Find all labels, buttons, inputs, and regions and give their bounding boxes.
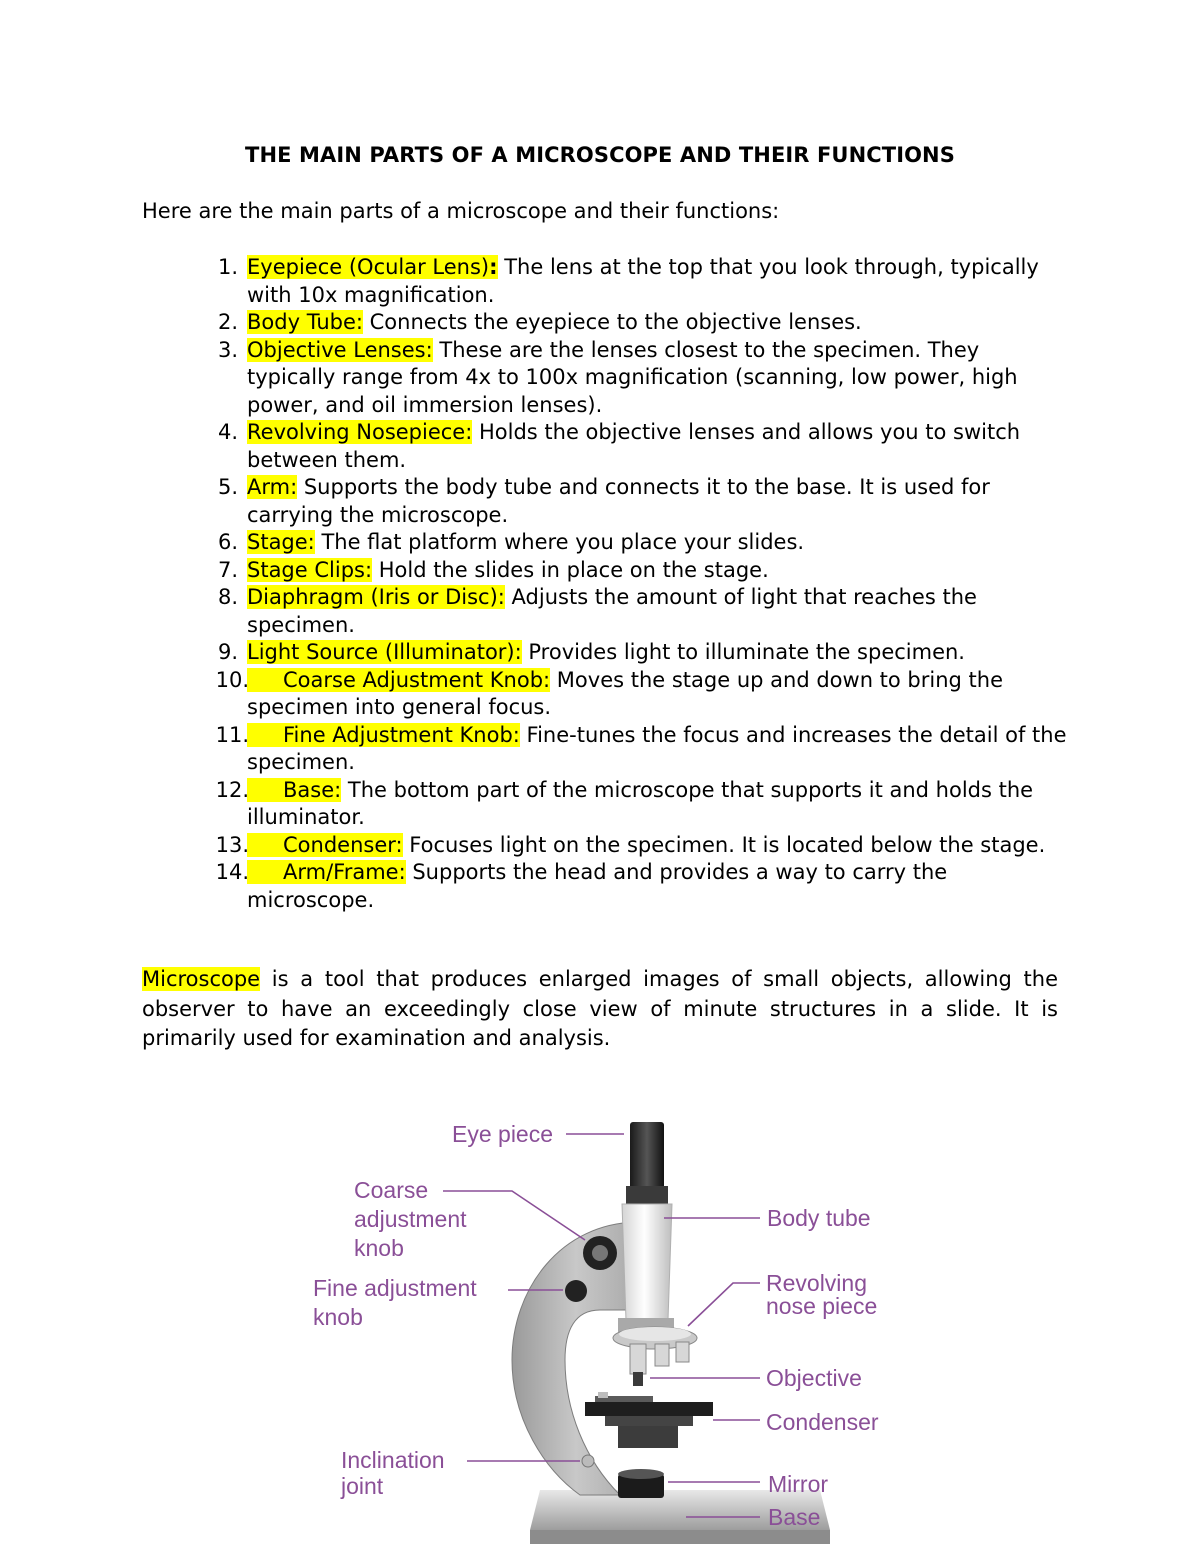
part-term: Arm/Frame: [247, 860, 406, 884]
part-description: Adjusts the amount of light that reaches the specimen. [247, 585, 977, 637]
part-term: Eyepiece (Ocular Lens): [247, 255, 498, 279]
inclination-joint-icon [582, 1455, 594, 1467]
label-fine-1: Fine adjustment [313, 1275, 477, 1301]
part-description: Supports the head and provides a way to carry the microscope. [247, 860, 948, 912]
list-item: 6. Stage: The flat platform where you place your slides. [217, 530, 805, 554]
list-item: 1. Eyepiece (Ocular Lens): The lens at the top that you look through, typically with 10x magnification. [217, 255, 1039, 307]
list-item: 12. Base: The bottom part of the microscope that supports it and holds the illuminator. [215, 777, 1034, 829]
coarse-adjustment-knob-icon [583, 1236, 617, 1270]
part-term: Arm: [247, 475, 298, 499]
list-item: 9. Light Source (Illuminator): Provides light to illuminate the specimen. [217, 640, 965, 664]
list-item: 8. Diaphragm (Iris or Disc): Adjusts the amount of light that reaches the specimen. [217, 585, 977, 637]
label-objective: Objective [766, 1365, 862, 1391]
page-title: THE MAIN PARTS OF A MICROSCOPE AND THEIR FUNCTIONS [245, 143, 955, 167]
list-item: 7. Stage Clips: Hold the slides in place on the stage. [217, 557, 769, 582]
part-description: Focuses light on the specimen. It is located below the stage. [402, 832, 1046, 857]
microscope-arm [512, 1222, 640, 1495]
part-description: The flat platform where you place your slides. [314, 530, 805, 554]
fine-adjustment-knob-icon [565, 1280, 587, 1302]
part-description: Holds the objective lenses and allows you to switch between them. [247, 420, 1021, 472]
definition-text: is a tool that produces enlarged images of small objects, allowing the observer to have an exceedingly close view of minute structures in a slide. It is primarily used for examination and analysis. [142, 967, 1058, 1050]
label-fine-2: knob [313, 1304, 363, 1330]
intro-text: Here are the main parts of a microscope and their functions: [142, 199, 780, 223]
mirror-icon [618, 1469, 664, 1498]
part-description: The bottom part of the microscope that supports it and holds the illuminator. [247, 777, 1034, 829]
part-description: Connects the eyepiece to the objective lenses. [362, 310, 862, 334]
label-mirror: Mirror [768, 1471, 829, 1497]
label-base: Base [768, 1504, 821, 1530]
part-term: Objective Lenses: [247, 337, 433, 362]
label-body-tube: Body tube [767, 1205, 871, 1231]
label-condenser: Condenser [766, 1409, 879, 1435]
label-coarse-1: Coarse [354, 1177, 429, 1203]
list-item: 2. Body Tube: Connects the eyepiece to the objective lenses. [217, 310, 862, 334]
list-item: 11. Fine Adjustment Knob: Fine-tunes the focus and increases the detail of the specimen. [215, 722, 1067, 774]
list-item: 10. Coarse Adjustment Knob: Moves the stage up and down to bring the specimen into general focus. [215, 667, 1004, 719]
label-revolving-2: nose piece [766, 1293, 878, 1319]
part-term: Revolving Nosepiece: [247, 420, 473, 444]
part-description: Fine-tunes the focus and increases the detail of the specimen. [247, 722, 1067, 774]
part-description: Supports the body tube and connects it to the base. It is used for carrying the microscope. [247, 475, 990, 527]
body-tube-icon [618, 1204, 674, 1332]
label-inclination-2: joint [341, 1473, 384, 1499]
definition-paragraph [142, 965, 1058, 1054]
part-term: Stage: [247, 530, 315, 554]
label-coarse-2: adjustment [354, 1206, 467, 1232]
part-description: Provides light to illuminate the specimen. [521, 640, 965, 664]
label-revolving-1: Revolving [766, 1270, 867, 1296]
part-term: Stage Clips: [247, 557, 373, 582]
list-item: 14. Arm/Frame: Supports the head and provides a way to carry the microscope. [215, 860, 948, 912]
condenser-icon [618, 1426, 678, 1448]
part-description: The lens at the top that you look through, typically with 10x magnification. [247, 255, 1039, 307]
eyepiece-icon [626, 1122, 668, 1204]
definition-term: Microscope [142, 967, 261, 991]
list-item: 13. Condenser: Focuses light on the specimen. It is located below the stage. [215, 832, 1046, 857]
label-inclination-1: Inclination [341, 1447, 445, 1473]
parts-list [142, 254, 1072, 914]
part-description: Moves the stage up and down to bring the specimen into general focus. [247, 667, 1004, 719]
part-term: Fine Adjustment Knob: [247, 723, 520, 747]
stage-icon [585, 1392, 713, 1426]
part-description: Hold the slides in place on the stage. [372, 557, 769, 582]
part-term: Diaphragm (Iris or Disc): [247, 585, 505, 609]
part-term: Condenser: [247, 833, 403, 857]
part-term: Coarse Adjustment Knob: [247, 668, 550, 692]
list-item: 4. Revolving Nosepiece: Holds the objective lenses and allows you to switch between them. [217, 420, 1021, 472]
label-coarse-3: knob [354, 1235, 404, 1261]
part-term: Body Tube: [247, 310, 363, 334]
part-term: Base: [247, 778, 341, 802]
part-term: Light Source (Illuminator): [247, 640, 522, 664]
objective-lenses-icon [630, 1342, 689, 1386]
label-eye-piece: Eye piece [452, 1121, 554, 1147]
microscope-diagram [300, 1100, 920, 1553]
list-item: 3. Objective Lenses: These are the lenses closest to the specimen. They typically range from 4x to 100x magnification (scanning, low power, high power, and oil immersion lenses). [217, 337, 1018, 417]
part-description: These are the lenses closest to the specimen. They typically range from 4x to 100x magnification (scanning, low power, high power, and oil immersion lenses). [247, 337, 1018, 417]
list-item: 5. Arm: Supports the body tube and connects it to the base. It is used for carrying the microscope. [217, 475, 990, 527]
